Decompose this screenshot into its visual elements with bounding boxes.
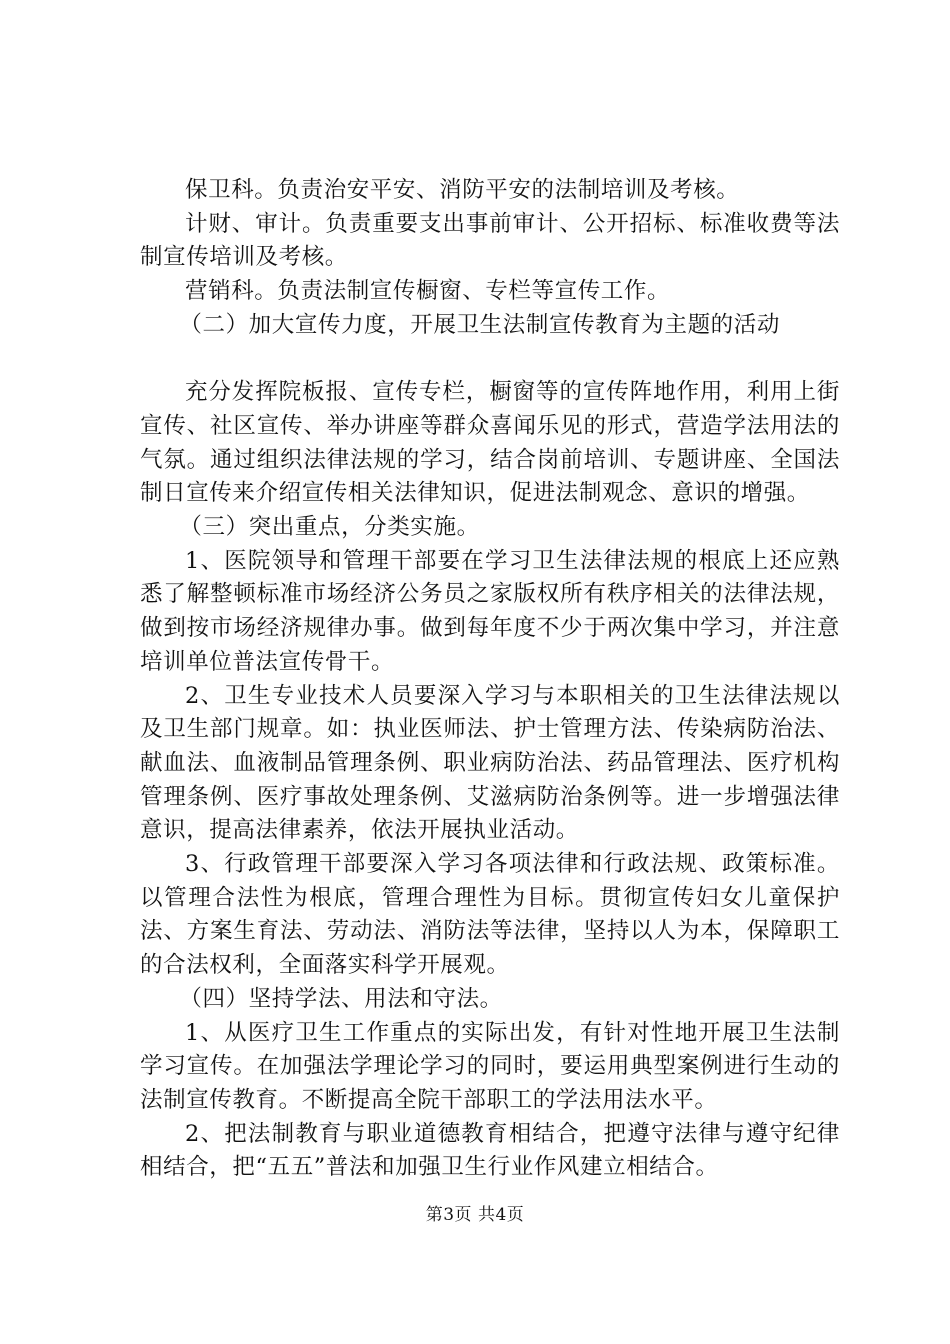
paragraph-publicity: 充分发挥院板报、宣传专栏，橱窗等的宣传阵地作用，利用上街宣传、社区宣传、举办讲座等群众喜闻乐见的形式，营造学法用法的气氛。通过组织法律法规的学习，结合岗前培训、专题讲座、全国法制日宣传来介绍宣传相关法律知识，促进法制观念、意识的增强。 [140, 379, 840, 507]
section-heading-3: （三）突出重点，分类实施。 [179, 514, 480, 541]
paragraph-finance-audit: 计财、审计。负责重要支出事前审计、公开招标、标准收费等法制宣传培训及考核。 [140, 210, 840, 271]
page-number-footer: 第3页 共4页 [425, 1205, 525, 1225]
paragraph-item-2-combine: 2、把法制教育与职业道德教育相结合，把遵守法律与遵守纪律相结合，把“五五”普法和加强卫生行业作风建立相结合。 [140, 1120, 840, 1181]
paragraph-item-2-technicians: 2、卫生专业技术人员要深入学习与本职相关的卫生法律法规以及卫生部门规章。如：执业医师法、护士管理方法、传染病防治法、献血法、血液制品管理条例、职业病防治法、药品管理法、医疗机构管理条例、医疗事故处理条例、艾滋病防治条例等。进一步增强法律意识，提高法律素养，依法开展执业活动。 [140, 682, 840, 844]
paragraph-marketing-dept: 营销科。负责法制宣传橱窗、专栏等宣传工作。 [185, 278, 671, 305]
paragraph-item-1-leaders: 1、医院领导和管理干部要在学习卫生法律法规的根底上还应熟悉了解整顿标准市场经济公务员之家版权所有秩序相关的法律法规，做到按市场经济规律办事。做到每年度不少于两次集中学习，并注意培训单位普法宣传骨干。 [140, 547, 840, 675]
section-heading-2: （二）加大宣传力度，开展卫生法制宣传教育为主题的活动 [179, 311, 780, 338]
section-heading-4: （四）坚持学法、用法和守法。 [179, 985, 503, 1012]
document-body [140, 174, 840, 1185]
paragraph-item-1-practice: 1、从医疗卫生工作重点的实际出发，有针对性地开展卫生法制学习宣传。在加强法学理论学习的同时，要运用典型案例进行生动的法制宣传教育。不断提高全院干部职工的学法用法水平。 [140, 1019, 840, 1113]
paragraph-security-dept: 保卫科。负责治安平安、消防平安的法制培训及考核。 [185, 177, 740, 203]
paragraph-item-3-admin: 3、行政管理干部要深入学习各项法律和行政法规、政策标准。以管理合法性为根底，管理合理性为目标。贯彻宣传妇女儿童保护法、方案生育法、劳动法、消防法等法律，坚持以人为本，保障职工的合法权利，全面落实科学开展观。 [140, 851, 840, 979]
